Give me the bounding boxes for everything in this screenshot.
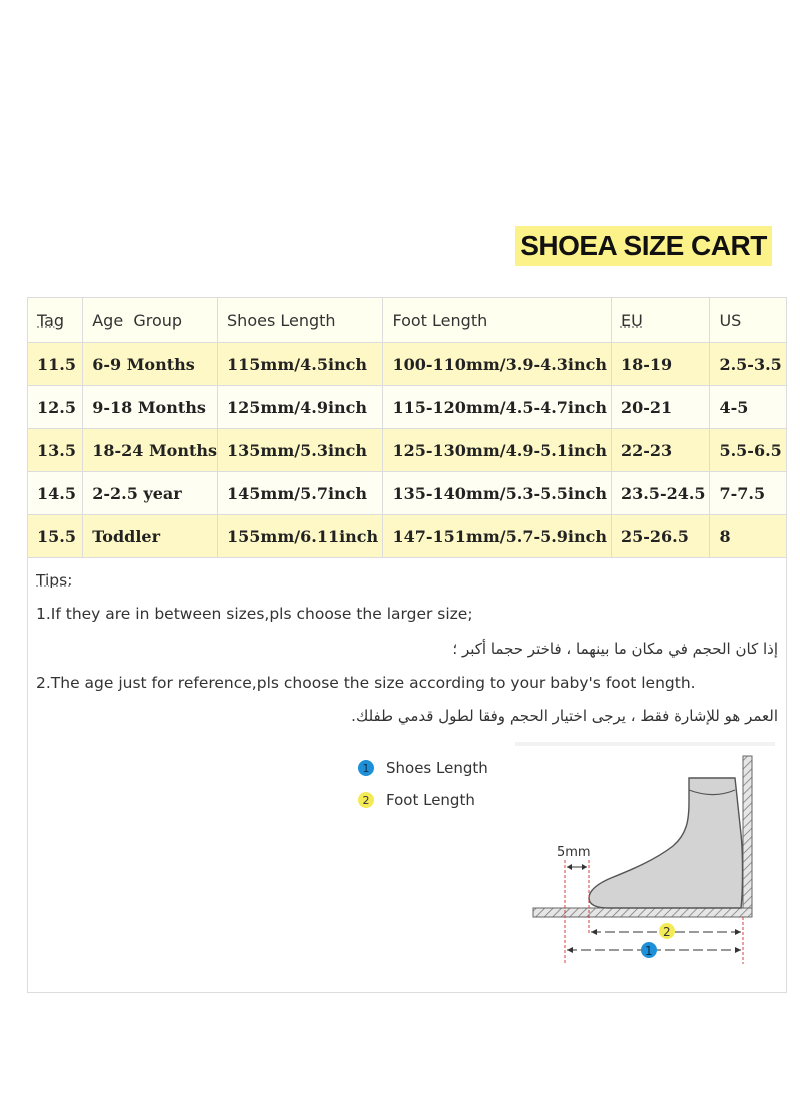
cell-shoes-length: 155mm/6.11inch [218,515,383,558]
table-row [28,386,787,429]
cell-us: 4-5 [710,386,787,429]
legend-item-shoes-length [358,752,488,784]
svg-text:2: 2 [663,925,671,939]
cell-tag: 12.5 [28,386,83,429]
cell-shoes-length: 115mm/4.5inch [218,343,383,386]
cell-age-group: 18-24 Months [83,429,218,472]
cell-eu: 20-21 [611,386,710,429]
measurement-legend [358,752,488,816]
cell-shoes-length: 145mm/5.7inch [218,472,383,515]
number-one-icon: 1 [358,760,374,776]
table-row [28,515,787,558]
cell-foot-length: 100-110mm/3.9-4.3inch [383,343,612,386]
floor [533,908,752,917]
table-row [28,343,787,386]
svg-text:1: 1 [645,944,653,958]
cell-foot-length: 135-140mm/5.3-5.5inch [383,472,612,515]
tip-2-arabic: العمر هو للإشارة فقط ، يرجى اختيار الحجم وفقا لطول قدمي طفلك. [351,707,778,725]
cell-age-group: 2-2.5 year [83,472,218,515]
header-shoes-length: Shoes Length [218,298,383,343]
header-us: US [710,298,787,343]
table-row [28,429,787,472]
cell-us: 7-7.5 [710,472,787,515]
cell-eu: 23.5-24.5 [611,472,710,515]
cell-us: 2.5-3.5 [710,343,787,386]
wall [743,756,752,916]
cell-foot-length: 147-151mm/5.7-5.9inch [383,515,612,558]
header-age-group: Age Group [83,298,218,343]
page-title: SHOEA SIZE CART [515,226,772,266]
tips-heading: Tips: [36,571,73,589]
cell-us: 8 [710,515,787,558]
header-tag: Tag [28,298,83,343]
table-header-row [28,298,787,343]
cell-us: 5.5-6.5 [710,429,787,472]
table-row [28,472,787,515]
cell-shoes-length: 135mm/5.3inch [218,429,383,472]
cell-tag: 14.5 [28,472,83,515]
gap-label: 5mm [557,845,591,860]
cell-tag: 13.5 [28,429,83,472]
header-eu: EU [611,298,710,343]
cell-tag: 15.5 [28,515,83,558]
cell-tag: 11.5 [28,343,83,386]
cell-age-group: 9-18 Months [83,386,218,429]
size-table [27,297,787,558]
tip-1: 1.If they are in between sizes,pls choose the larger size; [36,605,473,623]
legend-label: Shoes Length [386,759,488,777]
foot-icon [589,778,743,908]
foot-measurement-diagram [515,742,775,972]
legend-label: Foot Length [386,791,475,809]
cell-eu: 18-19 [611,343,710,386]
cell-age-group: 6-9 Months [83,343,218,386]
cell-foot-length: 125-130mm/4.9-5.1inch [383,429,612,472]
cell-age-group: Toddler [83,515,218,558]
cell-shoes-length: 125mm/4.9inch [218,386,383,429]
number-two-icon: 2 [358,792,374,808]
cell-eu: 22-23 [611,429,710,472]
cell-foot-length: 115-120mm/4.5-4.7inch [383,386,612,429]
legend-item-foot-length [358,784,488,816]
cell-eu: 25-26.5 [611,515,710,558]
header-foot-length: Foot Length [383,298,612,343]
tip-1-arabic: إذا كان الحجم في مكان ما بينهما ، فاختر حجما أكبر ؛ [452,640,778,658]
tip-2: 2.The age just for reference,pls choose the size according to your baby's foot length. [36,674,696,692]
